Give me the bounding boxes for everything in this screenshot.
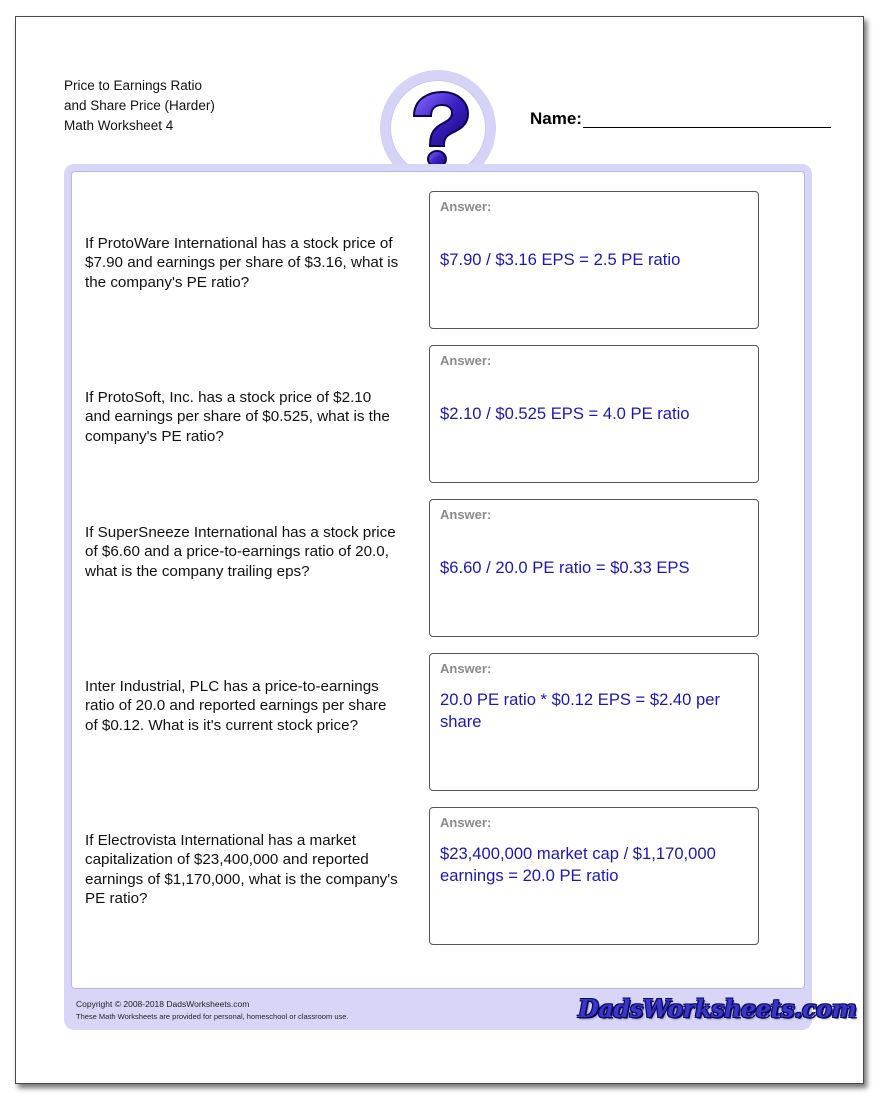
brand-logo[interactable]: DadsWorksheets.com bbox=[578, 994, 857, 1023]
worksheet-title-line2: and Share Price (Harder) bbox=[64, 98, 215, 113]
footer-copyright: Copyright © 2008-2018 DadsWorksheets.com bbox=[76, 999, 250, 1009]
answer-box-3[interactable] bbox=[429, 499, 759, 637]
answer-box-4[interactable] bbox=[429, 653, 759, 791]
answer-text: 20.0 PE ratio * $0.12 EPS = $2.40 per share bbox=[440, 690, 720, 731]
name-field[interactable] bbox=[583, 127, 831, 128]
answer-text: $23,400,000 market cap / $1,170,000 earnings = 20.0 PE ratio bbox=[440, 844, 716, 885]
answer-label: Answer: bbox=[440, 815, 492, 830]
problem-1-question: If ProtoWare International has a stock price of $7.90 and earnings per share of $3.16, what is the company's PE ratio? bbox=[85, 235, 399, 291]
name-label: Name: bbox=[530, 109, 582, 128]
question-mark-icon bbox=[400, 88, 480, 172]
answer-box-2[interactable] bbox=[429, 345, 759, 483]
answer-box-1[interactable] bbox=[429, 191, 759, 329]
footer-usage-note: These Math Worksheets are provided for personal, homeschool or classroom use. bbox=[76, 1012, 349, 1021]
answer-box-5[interactable] bbox=[429, 807, 759, 945]
problem-5-question: If Electrovista International has a market capitalization of $23,400,000 and reported earnings of $1,170,000, what is the company's PE ratio? bbox=[85, 832, 398, 907]
answer-label: Answer: bbox=[440, 199, 492, 214]
answer-text: $6.60 / 20.0 PE ratio = $0.33 EPS bbox=[440, 558, 690, 577]
problem-2-question: If ProtoSoft, Inc. has a stock price of $2.10 and earnings per share of $0.525, what is the company's PE ratio? bbox=[85, 389, 390, 445]
answer-label: Answer: bbox=[440, 507, 492, 522]
problem-3-question: If SuperSneeze International has a stock price of $6.60 and a price-to-earnings ratio of 20.0, what is the company trailing eps? bbox=[85, 524, 396, 580]
worksheet-title-line1: Price to Earnings Ratio bbox=[64, 78, 203, 93]
problem-4-question: Inter Industrial, PLC has a price-to-earnings ratio of 20.0 and reported earnings per share of $0.12. What is it's current stock price? bbox=[85, 678, 387, 734]
worksheet-title-line3: Math Worksheet 4 bbox=[64, 118, 174, 133]
answer-label: Answer: bbox=[440, 353, 492, 368]
answer-label: Answer: bbox=[440, 661, 492, 676]
answer-text: $7.90 / $3.16 EPS = 2.5 PE ratio bbox=[440, 250, 681, 269]
answer-text: $2.10 / $0.525 EPS = 4.0 PE ratio bbox=[440, 404, 690, 423]
